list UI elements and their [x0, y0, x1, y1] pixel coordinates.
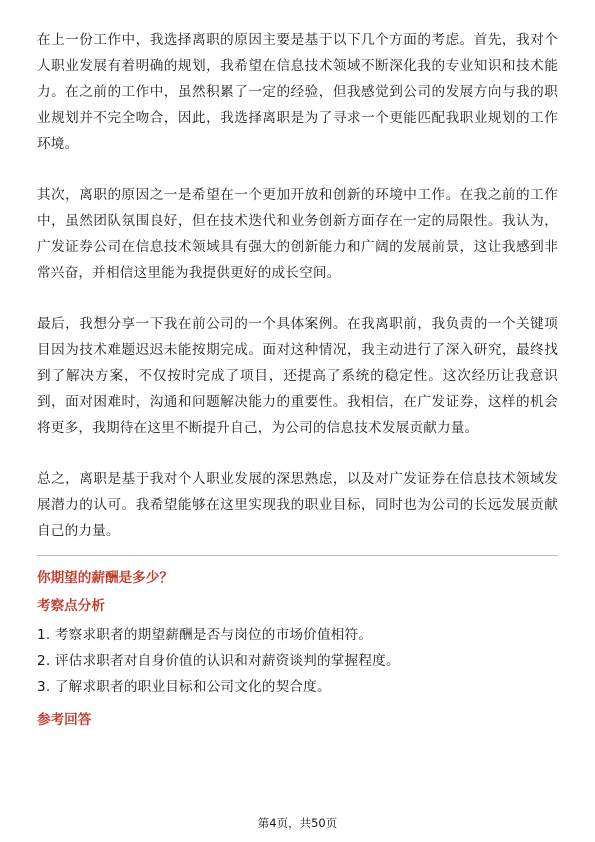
analysis-points — [37, 622, 558, 700]
section-divider — [37, 555, 558, 556]
answer-paragraph-4: 总之，离职是基于我对个人职业发展的深思熟虑，以及对广发证券在信息技术领域发展潜力的认可。我希望能够在这里实现我的职业目标，同时也为公司的长远发展贡献自己的力量。 — [37, 471, 558, 539]
interview-question: 你期望的薪酬是多少？ — [37, 570, 173, 586]
page-number: 第4页，共50页 — [257, 816, 338, 830]
page-content — [37, 27, 558, 736]
analysis-point-3: 3. 了解求职者的职业目标和公司文化的契合度。 — [37, 679, 331, 695]
answer-paragraph-1: 在上一份工作中，我选择离职的原因主要是基于以下几个方面的考虑。首先，我对个人职业发展有着明确的规划，我希望在信息技术领域不断深化我的专业知识和技术能力。在之前的工作中，虽然积累了一定的经验，但我感觉到公司的发展方向与我的职业规划并不完全吻合，因此，我选择离职是为了寻求一个更能匹配我职业规划的工作环境。 — [37, 32, 558, 152]
analysis-point-1: 1. 考察求职者的期望薪酬是否与岗位的市场价值相符。 — [37, 627, 373, 643]
answer-paragraph-2: 其次，离职的原因之一是希望在一个更加开放和创新的环境中工作。在我之前的工作中，虽然团队氛围良好，但在技术迭代和业务创新方面存在一定的局限性。我认为，广发证券公司在信息技术领域具有强大的创新能力和广阔的发展前景，这让我感到非常兴奋，并相信这里能为我提供更好的成长空间。 — [37, 187, 558, 281]
answer-paragraph-3: 最后，我想分享一下我在前公司的一个具体案例。在我离职前，我负责的一个关键项目因为技术难题迟迟未能按期完成。面对这种情况，我主动进行了深入研究，最终找到了解决方案，不仅按时完成了项目，还提高了系统的稳定性。这次经历让我意识到，面对困难时，沟通和问题解决能力的重要性。我相信，在广发证券，这样的机会将更多，我期待在这里不断提升自己，为公司的信息技术发展贡献力量。 — [37, 316, 558, 436]
analysis-title: 考察点分析 — [37, 598, 105, 614]
analysis-point-2: 2. 评估求职者对自身价值的认识和对薪资谈判的掌握程度。 — [37, 653, 400, 669]
reference-answer-title: 参考回答 — [37, 712, 92, 728]
